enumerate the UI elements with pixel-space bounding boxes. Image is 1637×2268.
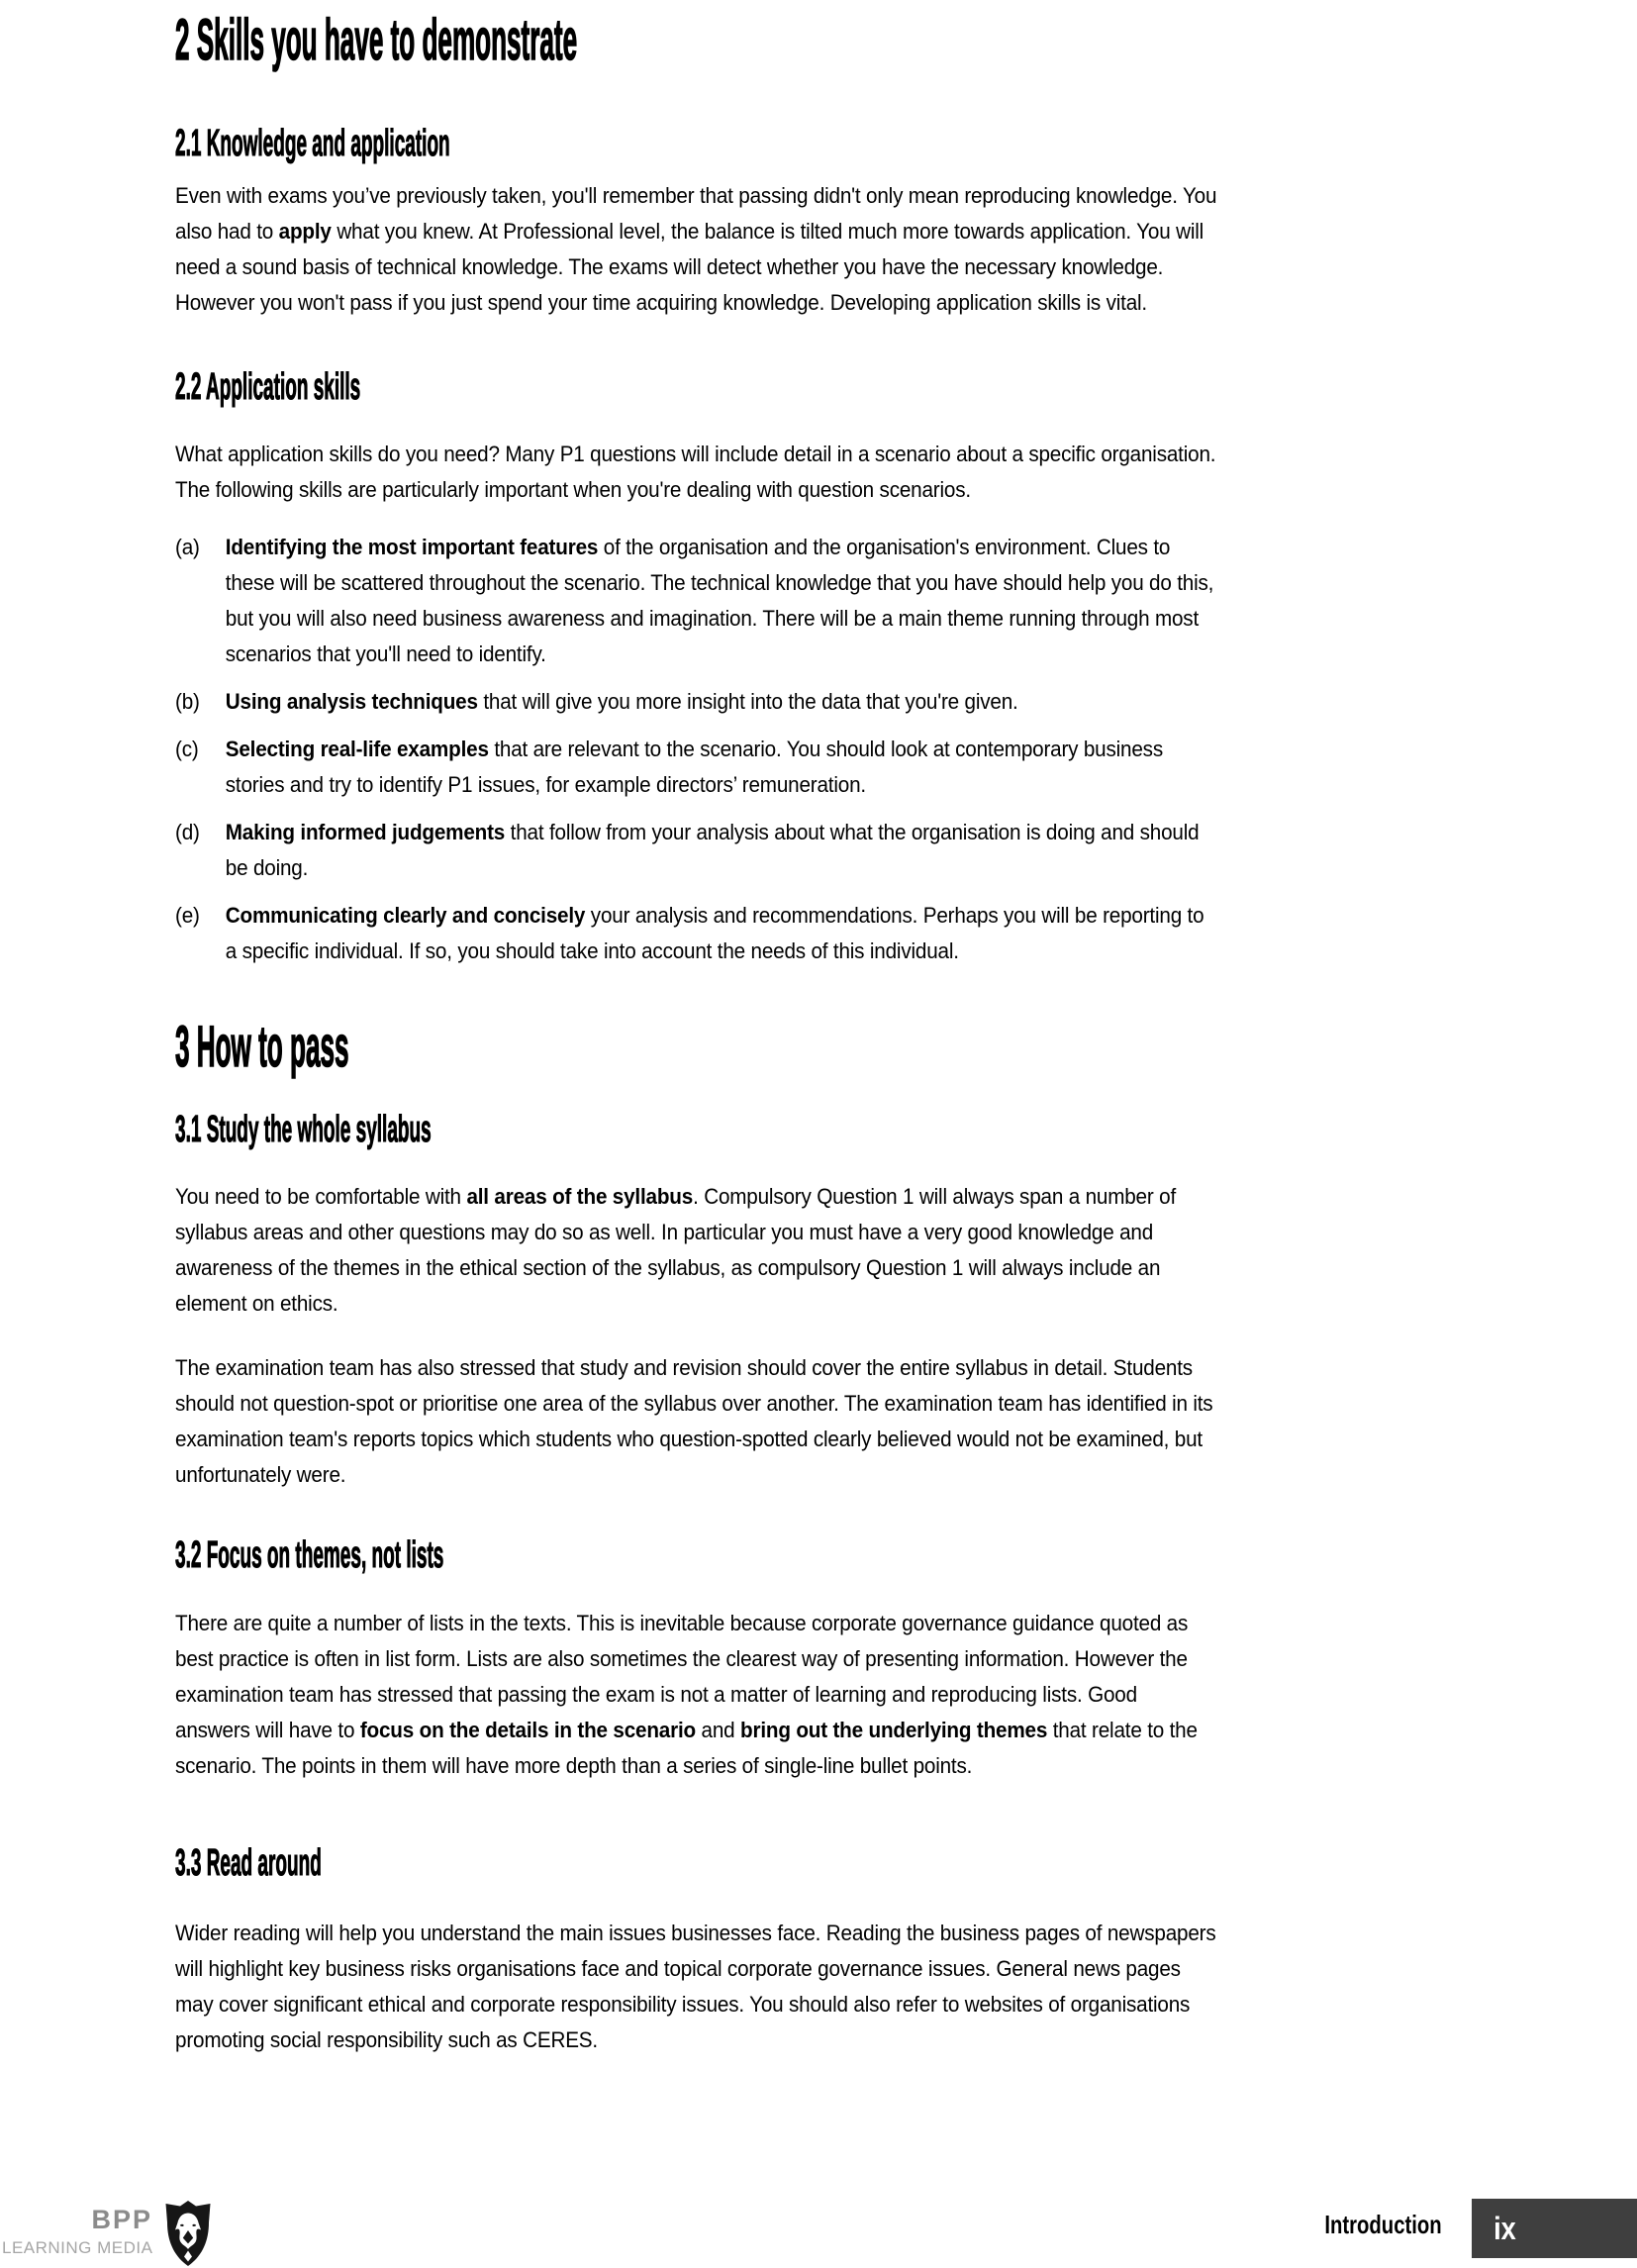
subsection-heading-3-3-text: 3.3 Read around xyxy=(175,1842,322,1884)
list-item-text: Communicating clearly and concisely your analysis and recommendations. Perhaps you will be reporting to a specific individual. If so, you should take into account the needs of this individual. xyxy=(225,903,1204,963)
section-heading-2 xyxy=(175,8,1452,72)
section-heading-2-text: 2 Skills you have to demonstrate xyxy=(175,8,578,72)
subsection-heading-3-2 xyxy=(175,1535,1452,1575)
publisher-logo-words xyxy=(2,2200,152,2256)
section-heading-3-text: 3 How to pass xyxy=(175,1015,349,1079)
subsection-heading-3-3 xyxy=(175,1843,1452,1883)
publisher-brand: BPP xyxy=(91,2205,152,2234)
lettered-list xyxy=(175,530,1217,969)
footer-section-label xyxy=(1292,2210,1442,2239)
paragraph: There are quite a number of lists in the texts. This is inevitable because corporate governance guidance quoted as best practice is often in list form. Lists are also sometimes the clearest way of presenting information. However the examination team has stressed that passing the exam is not a matter of learning and reproducing lists. Good answers will have to focus on the details in the scenario and bring out the underlying themes that relate to the scenario. The points in them will have more depth than a series of single-line bullet points. xyxy=(175,1611,1198,1778)
list-item-label: (c) xyxy=(175,737,199,761)
paragraph: Even with exams you’ve previously taken, you'll remember that passing didn't only mean reproducing knowledge. You also had to apply what you knew. At Professional level, the balance is tilted much more towards application. You will need a sound basis of technical knowledge. The exams will detect whether you have the necessary knowledge. However you won't pass if you just spend your time acquiring knowledge. Developing application skills is vital. xyxy=(175,183,1217,315)
footer-section-label-text: Introduction xyxy=(1324,2210,1442,2239)
subsection-heading-3-2-text: 3.2 Focus on themes, not lists xyxy=(175,1534,444,1576)
page-number: ix xyxy=(1493,2211,1516,2246)
list-item xyxy=(175,815,1217,886)
subsection-heading-3-1 xyxy=(175,1110,1452,1149)
list-item-text: Making informed judgements that follow from your analysis about what the organisation is doing and should be doing. xyxy=(225,820,1200,880)
list-item-label: (b) xyxy=(175,689,200,714)
subsection-heading-2-2-text: 2.2 Application skills xyxy=(175,366,361,408)
list-item-text: Selecting real-life examples that are relevant to the scenario. You should look at contemporary business stories and try to identify P1 issues, for example directors’ remuneration. xyxy=(225,737,1163,797)
list-item-label: (e) xyxy=(175,903,200,928)
list-item-label: (d) xyxy=(175,820,200,844)
list-item xyxy=(175,684,1217,720)
subsection-heading-2-1-text: 2.1 Knowledge and application xyxy=(175,123,450,164)
subsection-heading-2-1 xyxy=(175,124,1452,163)
paragraph: The examination team has also stressed that study and revision should cover the entire syllabus in detail. Students should not question-spot or prioritise one area of the syllabus over another. The examination team has identified in its examination team's reports topics which students who question-spotted clearly believed would not be examined, but unfortunately were. xyxy=(175,1355,1213,1487)
list-item-label: (a) xyxy=(175,535,200,559)
list-item xyxy=(175,732,1217,803)
list-item xyxy=(175,898,1217,969)
page-number-box xyxy=(1472,2199,1637,2258)
bpp-lion-shield-icon xyxy=(162,2200,214,2268)
paragraph: Wider reading will help you understand the main issues businesses face. Reading the business pages of newspapers will highlight key business risks organisations face and topical corporate governance issues. General news pages may cover significant ethical and corporate responsibility issues. You should also refer to websites of organisations promoting social responsibility such as CERES. xyxy=(175,1921,1216,2052)
subsection-heading-2-2 xyxy=(175,367,1452,407)
paragraph: You need to be comfortable with all areas of the syllabus. Compulsory Question 1 will always span a number of syllabus areas and other questions may do so as well. In particular you must have a very good knowledge and awareness of the themes in the ethical section of the syllabus, as compulsory Question 1 will always include an element on ethics. xyxy=(175,1184,1176,1316)
publisher-brand-sub: LEARNING MEDIA xyxy=(2,2238,153,2257)
list-item-text: Using analysis techniques that will give you more insight into the data that you're given. xyxy=(225,689,1018,714)
list-item xyxy=(175,530,1217,672)
list-item-text: Identifying the most important features of the organisation and the organisation's environment. Clues to these will be scattered throughout the scenario. The technical knowledge that you have should help you do this, but you will also need business awareness and imagination. There will be a main theme running through most scenarios that you'll need to identify. xyxy=(225,535,1214,666)
paragraph: What application skills do you need? Many P1 questions will include detail in a scenario about a specific organisation. The following skills are particularly important when you're dealing with question scenarios. xyxy=(175,442,1216,502)
subsection-heading-3-1-text: 3.1 Study the whole syllabus xyxy=(175,1109,432,1150)
page-content xyxy=(175,0,1452,2058)
section-heading-3 xyxy=(175,1015,1452,1079)
